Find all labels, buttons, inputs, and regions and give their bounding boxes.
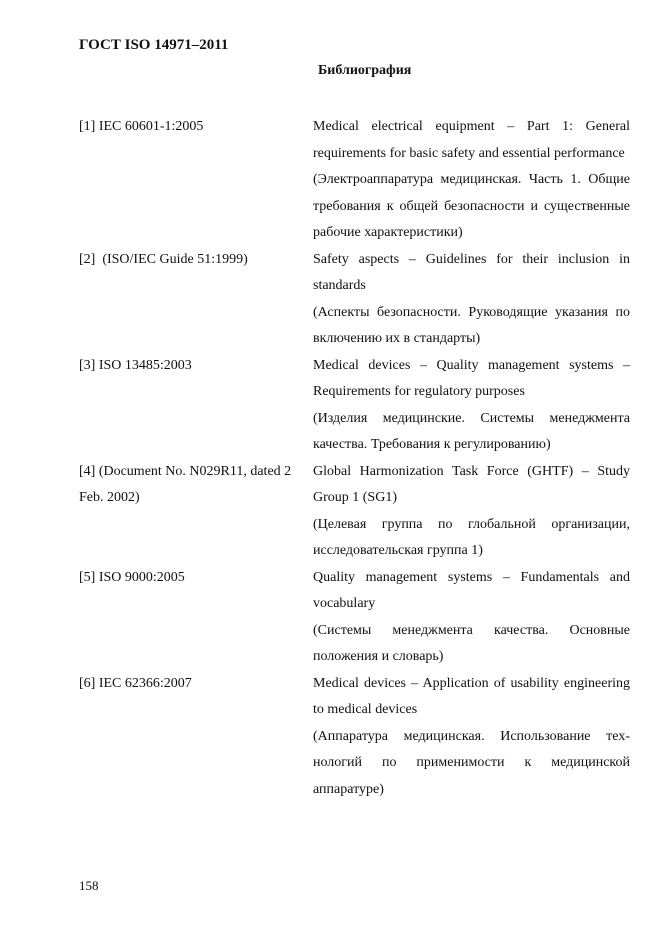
reference-title: Quality management systems – Fundamentals and vocabulary — [313, 569, 630, 611]
reference-entry-3 — [79, 353, 630, 459]
reference-translation: (Электроаппаратура медицинская. Часть 1. Общие требования к общей безопасности и существенные рабочие характеристики) — [313, 172, 630, 240]
reference-title: Medical devices – Quality management systems – Requirements for regulatory purposes — [313, 357, 630, 399]
reference-translation: (Целевая группа по глобальной организации, исследовательская группа 1) — [313, 516, 630, 558]
reference-translation: (Аппаратура медицинская. Использование тех-нологий по применимости к медицинской аппаратуре) — [313, 728, 630, 797]
reference-list — [79, 114, 630, 803]
reference-title: Medical devices – Application of usability engineering to medical devices — [313, 675, 630, 717]
reference-entry-5 — [79, 565, 630, 671]
reference-body — [313, 565, 630, 671]
document-code: ГОСТ ISO 14971–2011 — [79, 37, 229, 53]
page-number: 158 — [79, 878, 99, 893]
reference-translation: (Изделия медицинские. Системы менеджмента качества. Требования к регулированию) — [313, 410, 630, 452]
reference-translation: (Системы менеджмента качества. Основные положения и словарь) — [313, 622, 630, 664]
reference-body — [313, 247, 630, 353]
reference-entry-1 — [79, 114, 630, 247]
reference-body — [313, 353, 630, 459]
reference-body — [313, 671, 630, 804]
reference-title: Safety aspects – Guidelines for their inclusion in standards — [313, 251, 630, 293]
reference-entry-4 — [79, 459, 630, 565]
reference-id: [2] (ISO/IEC Guide 51:1999) — [79, 251, 248, 267]
reference-entry-6 — [79, 671, 630, 804]
reference-id: [4] (Document No. N029R11, dated 2 Feb. 2002) — [79, 463, 295, 505]
reference-id: [1] IEC 60601-1:2005 — [79, 119, 204, 134]
bibliography-title: Библиография — [318, 63, 412, 78]
reference-id: [5] ISO 9000:2005 — [79, 569, 185, 585]
reference-entry-2 — [79, 247, 630, 353]
reference-title: Global Harmonization Task Force (GHTF) – Study Group 1 (SG1) — [313, 463, 630, 505]
reference-body — [313, 459, 630, 565]
reference-id: [3] ISO 13485:2003 — [79, 357, 192, 373]
reference-translation: (Аспекты безопасности. Руководящие указания по включению их в стандарты) — [313, 304, 630, 346]
reference-id: [6] IEC 62366:2007 — [79, 675, 192, 691]
reference-title: Medical electrical equipment – Part 1: General requirements for basic safety and essential performance — [313, 119, 630, 161]
reference-body — [313, 114, 630, 247]
